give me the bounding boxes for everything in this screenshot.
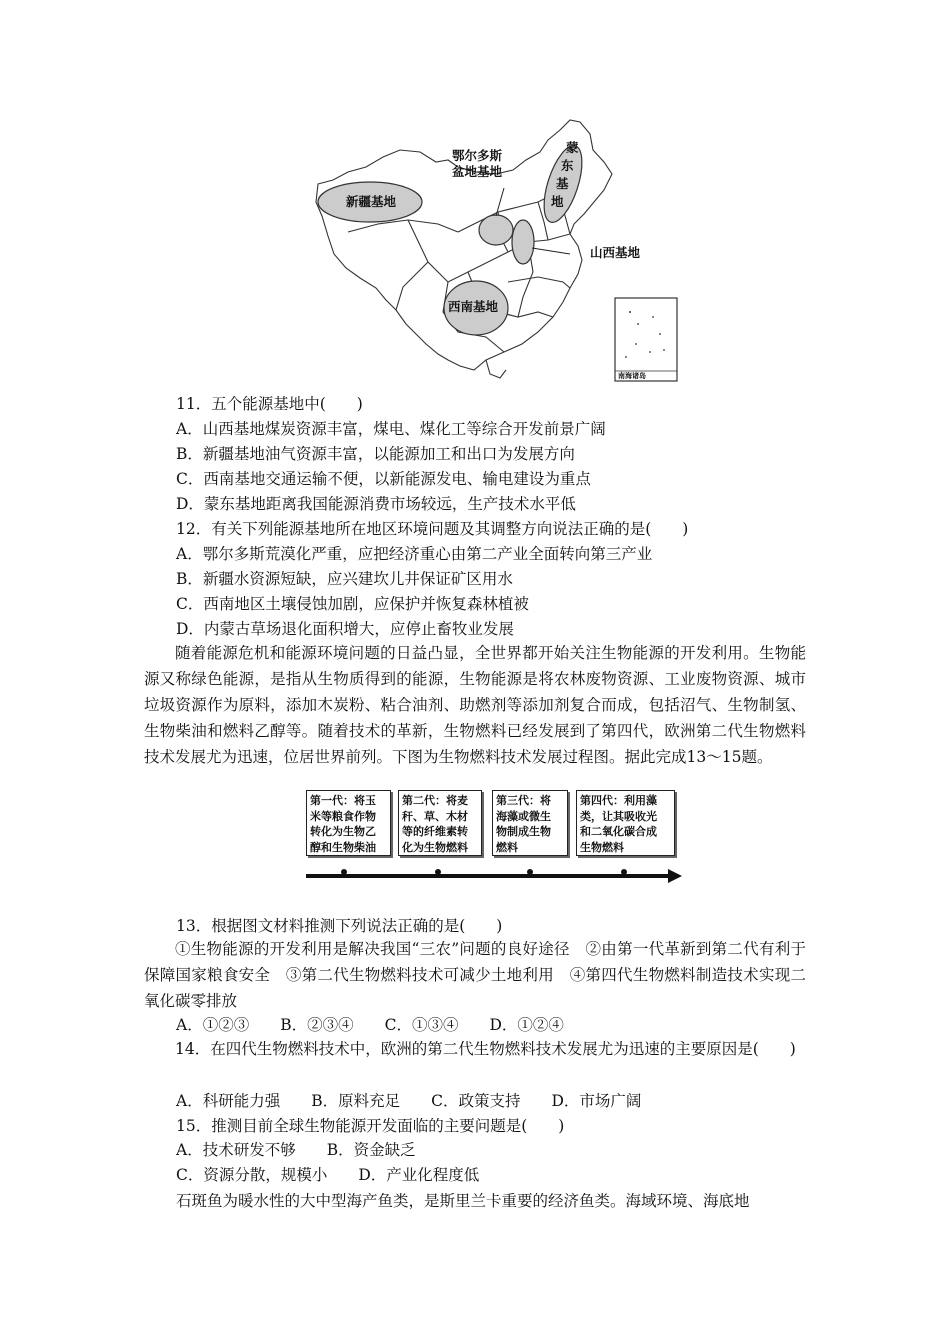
- timeline-dot-2: [435, 869, 441, 875]
- biofuel-passage: 随着能源危机和能源环境问题的日益凸显，全世界都开始关注生物能源的开发利用。生物能源又称绿色能源，是指从生物质得到的能源，生物能源是将农林废物资源、工业废物资源、城市垃圾资源作为原料，添加木炭粉、粘合油剂、助燃剂等添加剂复合而成，包括沼气、生物制氢、生物柴油和燃料乙醇等。随着技术的革新，生物燃料已经发展到了第四代，欧洲第二代生物燃料技术发展尤为迅速，位居世界前列。下图为生物燃料技术发展过程图。据此完成13～15题。: [144, 644, 806, 766]
- mengdong-char-3: 基: [556, 176, 569, 191]
- q15-stem: 15．推测目前全球生物能源开发面临的主要问题是( ): [176, 1117, 565, 1135]
- xinjiang-base-label: 新疆基地: [346, 194, 397, 209]
- q15-options-ab: A．技术研发不够 B．资金缺乏: [176, 1141, 416, 1159]
- q13-options: A．①②③ B．②③④ C．①③④ D．①②④: [176, 1016, 564, 1034]
- q14-stem: 14．在四代生物燃料技术中，欧洲的第二代生物燃料技术发展尤为迅速的主要原因是( ): [175, 1040, 796, 1058]
- grouper-passage-start: 石斑鱼为暖水性的大中型海产鱼类，是斯里兰卡重要的经济鱼类。海域环境、海底地: [176, 1192, 750, 1210]
- energy-base-map: [308, 112, 680, 386]
- q13-statements: ①生物能源的开发利用是解决我国“三农”问题的良好途径 ②由第一代革新到第二代有利于保障国家粮食安全 ③第二代生物燃料技术可减少土地利用 ④第四代生物燃料制造技术实现二氧化碳零排放: [144, 940, 806, 1010]
- timeline-gen2-box: 第二代：将麦 秆、草、木材 等的纤维素转 化为生物燃料: [398, 790, 482, 856]
- shanxi-base-region: [512, 220, 534, 264]
- q11-option-d: D．蒙东基地距离我国能源消费市场较远，生产技术水平低: [176, 495, 576, 513]
- south-china-sea-inset: [615, 298, 677, 381]
- q11-option-a: A．山西基地煤炭资源丰富，煤电、煤化工等综合开发前景广阔: [176, 420, 606, 438]
- q11-option-c: C．西南基地交通运输不便，以新能源发电、输电建设为重点: [176, 470, 591, 488]
- ordos-base-label: 鄂尔多斯 盆地基地: [452, 148, 503, 179]
- mengdong-char-1: 蒙: [566, 140, 579, 155]
- southwest-base-label: 西南基地: [448, 299, 499, 314]
- shanxi-base-label: 山西基地: [590, 245, 641, 260]
- timeline-dot-4: [621, 869, 627, 875]
- timeline-arrow: [302, 866, 692, 886]
- biofuel-timeline: [302, 790, 692, 885]
- q12-option-d: D．内蒙古草场退化面积增大，应停止畜牧业发展: [176, 620, 514, 638]
- timeline-gen3-box: 第三代：将 海藻或微生 物制成生物 燃料: [492, 790, 568, 856]
- timeline-dot-1: [341, 869, 347, 875]
- q12-stem: 12．有关下列能源基地所在地区环境问题及其调整方向说法正确的是( ): [176, 520, 689, 538]
- q12-option-c: C．西南地区土壤侵蚀加剧，应保护并恢复森林植被: [176, 595, 529, 613]
- q11-stem: 11．五个能源基地中( ): [176, 395, 363, 413]
- timeline-dot-3: [527, 869, 533, 875]
- mengdong-char-2: 东: [561, 158, 574, 173]
- timeline-gen1-box: 第一代：将玉 米等粮食作物 转化为生物乙 醇和生物柴油: [306, 790, 391, 856]
- mengdong-char-4: 地: [551, 194, 564, 209]
- shanxi-leader-line: [532, 248, 570, 254]
- q13-stem: 13．根据图文材料推测下列说法正确的是( ): [176, 917, 503, 935]
- q11-option-b: B．新疆基地油气资源丰富，以能源加工和出口为发展方向: [176, 445, 575, 463]
- inset-label: 南海诸岛: [618, 372, 646, 380]
- ordos-base-region: [479, 215, 513, 245]
- timeline-gen4-box: 第四代：利用藻 类，让其吸收光 和二氧化碳合成 生物燃料: [576, 790, 675, 856]
- q12-option-b: B．新疆水资源短缺，应兴建坎儿井保证矿区用水: [176, 570, 513, 588]
- q15-options-cd: C．资源分散，规模小 D．产业化程度低: [176, 1166, 480, 1184]
- q12-option-a: A．鄂尔多斯荒漠化严重，应把经济重心由第二产业全面转向第三产业: [176, 545, 653, 563]
- q14-options: A．科研能力强 B．原料充足 C．政策支持 D．市场广阔: [176, 1092, 642, 1110]
